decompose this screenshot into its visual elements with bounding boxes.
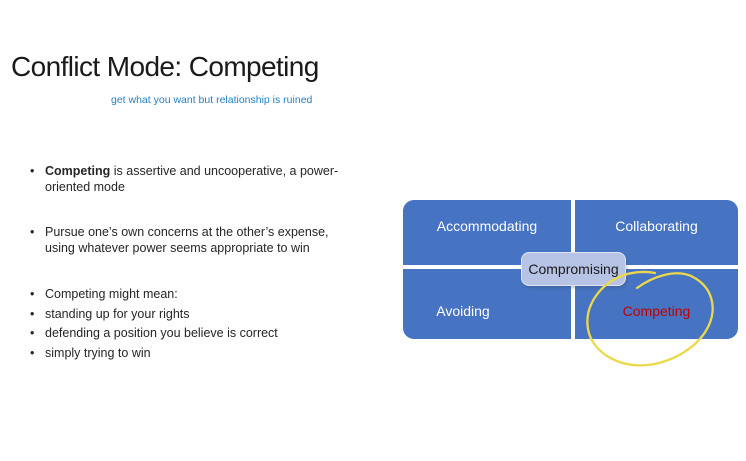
compromising-box [521, 252, 626, 286]
bullet-text: Pursue one’s own concerns at the other’s expense, using whatever power seems appropriate to win [45, 225, 329, 255]
quadrant-label: Accommodating [436, 217, 538, 234]
bullet-marker [30, 164, 45, 195]
bullet-text: simply trying to win [45, 345, 151, 360]
bullet-marker [30, 326, 45, 342]
bullet-marker [30, 225, 45, 256]
bullet-marker [30, 307, 45, 323]
bullet-item-definition [30, 164, 380, 195]
bullet-item-might-mean [30, 287, 380, 303]
conflict-modes-quadrant-diagram [403, 200, 738, 339]
bullet-item-pursue [30, 225, 380, 256]
quadrant-label: Collaborating [615, 217, 698, 234]
bold-keyword: Competing [45, 164, 111, 178]
bullet-text: Competing is assertive and uncooperative, a power- oriented mode [45, 164, 339, 194]
bullet-text: Competing might mean: [45, 287, 178, 301]
center-box-label: Compromising [528, 261, 619, 277]
bullet-item-defending [30, 326, 380, 342]
bullet-item-standing-up [30, 307, 380, 323]
bullet-text: defending a position you believe is correct [45, 326, 278, 340]
bullet-text: standing up for your rights [45, 306, 190, 321]
bullet-item-trying-to-win [30, 346, 380, 362]
bullet-marker [30, 346, 45, 362]
bullet-marker [30, 287, 45, 303]
bullet-list [30, 164, 380, 361]
annotation-note: get what you want but relationship is ruined [111, 94, 313, 106]
quadrant-label: Avoiding [436, 303, 490, 319]
quadrant-label-highlighted: Competing [622, 303, 691, 319]
page-title: Conflict Mode: Competing [11, 50, 319, 82]
